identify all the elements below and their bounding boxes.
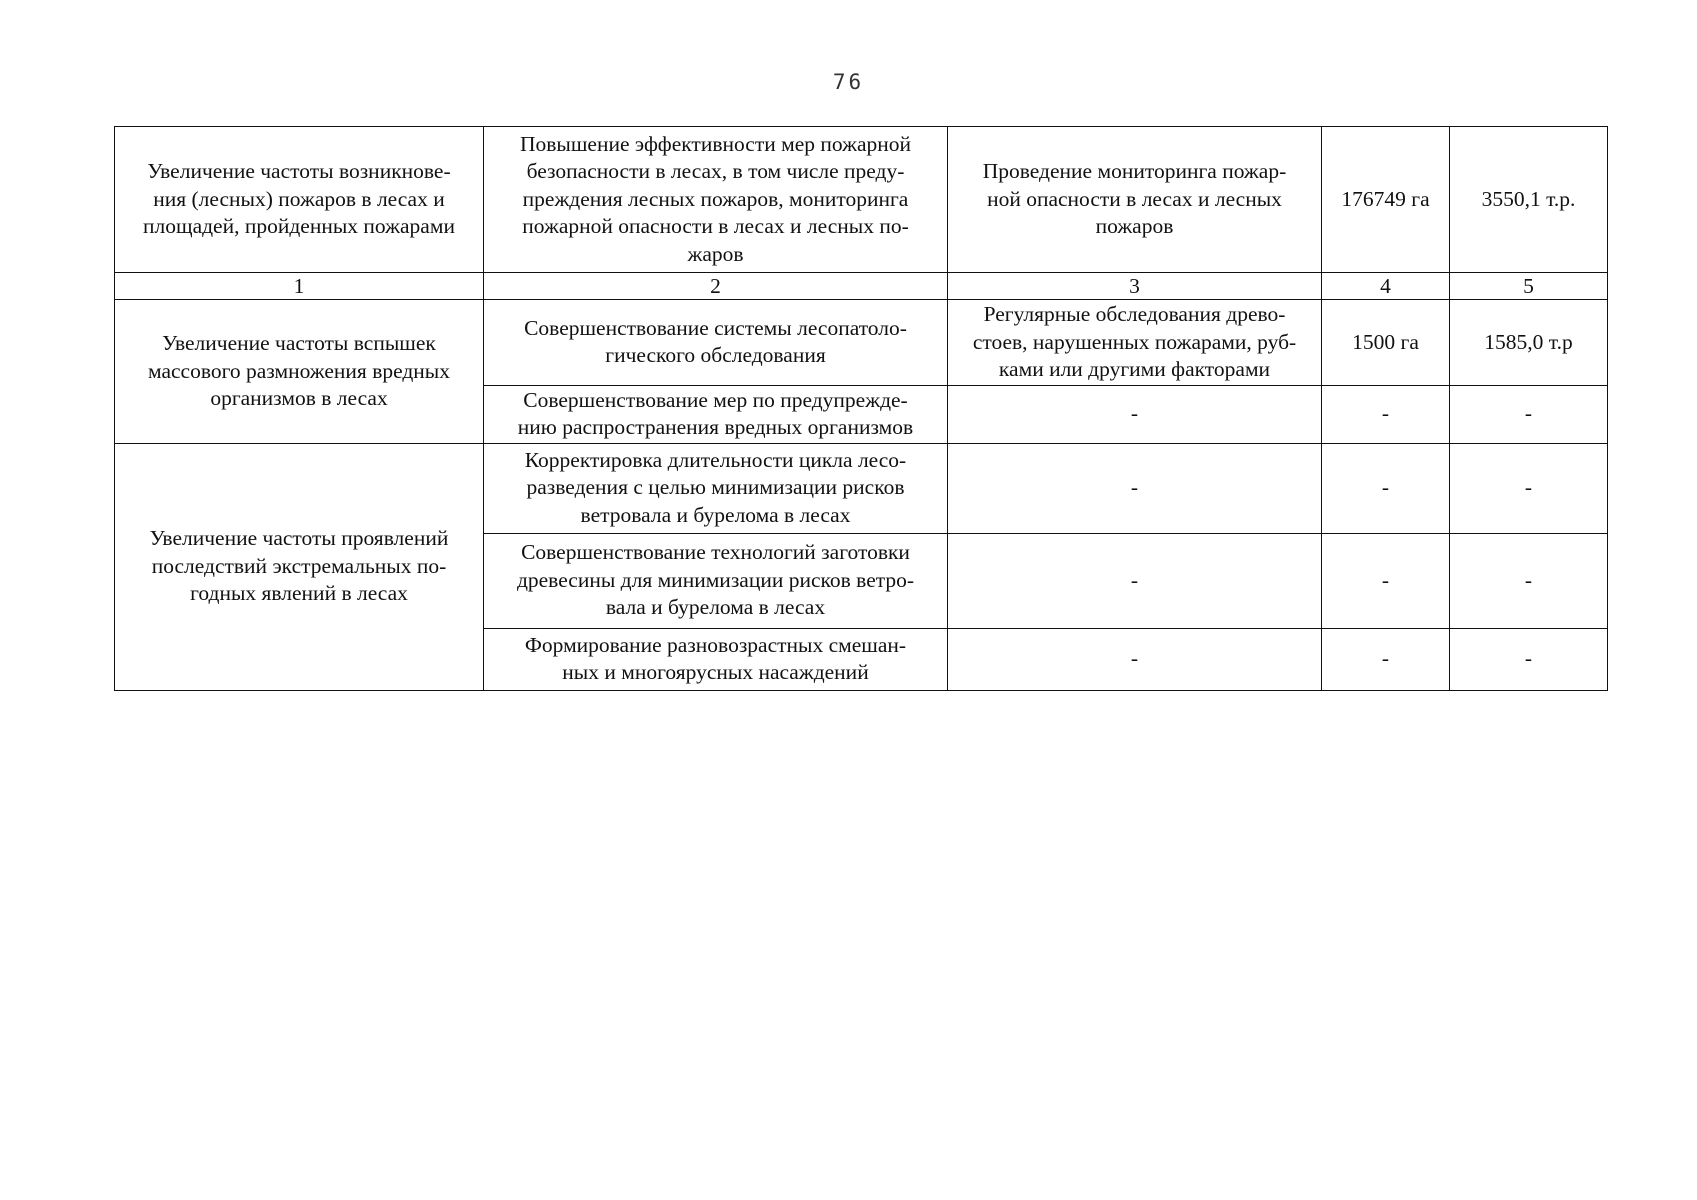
cost-cell: 1585,0 т.р (1450, 300, 1608, 386)
area-cell: - (1322, 628, 1450, 690)
area-cell: - (1322, 443, 1450, 533)
cost-cell: - (1450, 443, 1608, 533)
cost-cell: - (1450, 385, 1608, 443)
cost-cell: - (1450, 628, 1608, 690)
column-number: 5 (1450, 273, 1608, 300)
action-cell: - (948, 628, 1322, 690)
measure-cell: Формирование разновозрастных смешан- ных и многоярусных насаждений (484, 628, 948, 690)
action-cell: - (948, 385, 1322, 443)
action-cell: Регулярные обследования древо- стоев, нарушенных пожарами, руб- ками или другими факторами (948, 300, 1322, 386)
column-number: 3 (948, 273, 1322, 300)
cost-cell: - (1450, 533, 1608, 628)
page-number: 76 (832, 70, 865, 94)
adaptation-measures-table (114, 126, 1608, 691)
measure-cell: Совершенствование мер по предупрежде- нию распространения вредных организмов (484, 385, 948, 443)
table-row (115, 127, 1608, 273)
table-row (115, 443, 1608, 533)
column-number: 1 (115, 273, 484, 300)
measure-cell: Повышение эффективности мер пожарной безопасности в лесах, в том числе преду- преждения лесных пожаров, мониторинга пожарной опасности в лесах и лесных по- жаров (484, 127, 948, 273)
action-cell: - (948, 533, 1322, 628)
area-cell: 1500 га (1322, 300, 1450, 386)
measure-cell: Корректировка длительности цикла лесо- разведения с целью минимизации рисков ветровала и бурелома в лесах (484, 443, 948, 533)
column-number: 2 (484, 273, 948, 300)
action-cell: Проведение мониторинга пожар- ной опасности в лесах и лесных пожаров (948, 127, 1322, 273)
area-cell: - (1322, 385, 1450, 443)
area-cell: - (1322, 533, 1450, 628)
risk-cell: Увеличение частоты проявлений последствий экстремальных по- годных явлений в лесах (115, 443, 484, 690)
table-row (115, 300, 1608, 386)
action-cell: - (948, 443, 1322, 533)
risk-cell: Увеличение частоты возникнове- ния (лесных) пожаров в лесах и площадей, пройденных пожарами (115, 127, 484, 273)
column-number-row (115, 273, 1608, 300)
risk-cell: Увеличение частоты вспышек массового размножения вредных организмов в лесах (115, 300, 484, 444)
cost-cell: 3550,1 т.р. (1450, 127, 1608, 273)
area-cell: 176749 га (1322, 127, 1450, 273)
measure-cell: Совершенствование технологий заготовки древесины для минимизации рисков ветро- вала и бурелома в лесах (484, 533, 948, 628)
column-number: 4 (1322, 273, 1450, 300)
measure-cell: Совершенствование системы лесопатоло- гического обследования (484, 300, 948, 386)
